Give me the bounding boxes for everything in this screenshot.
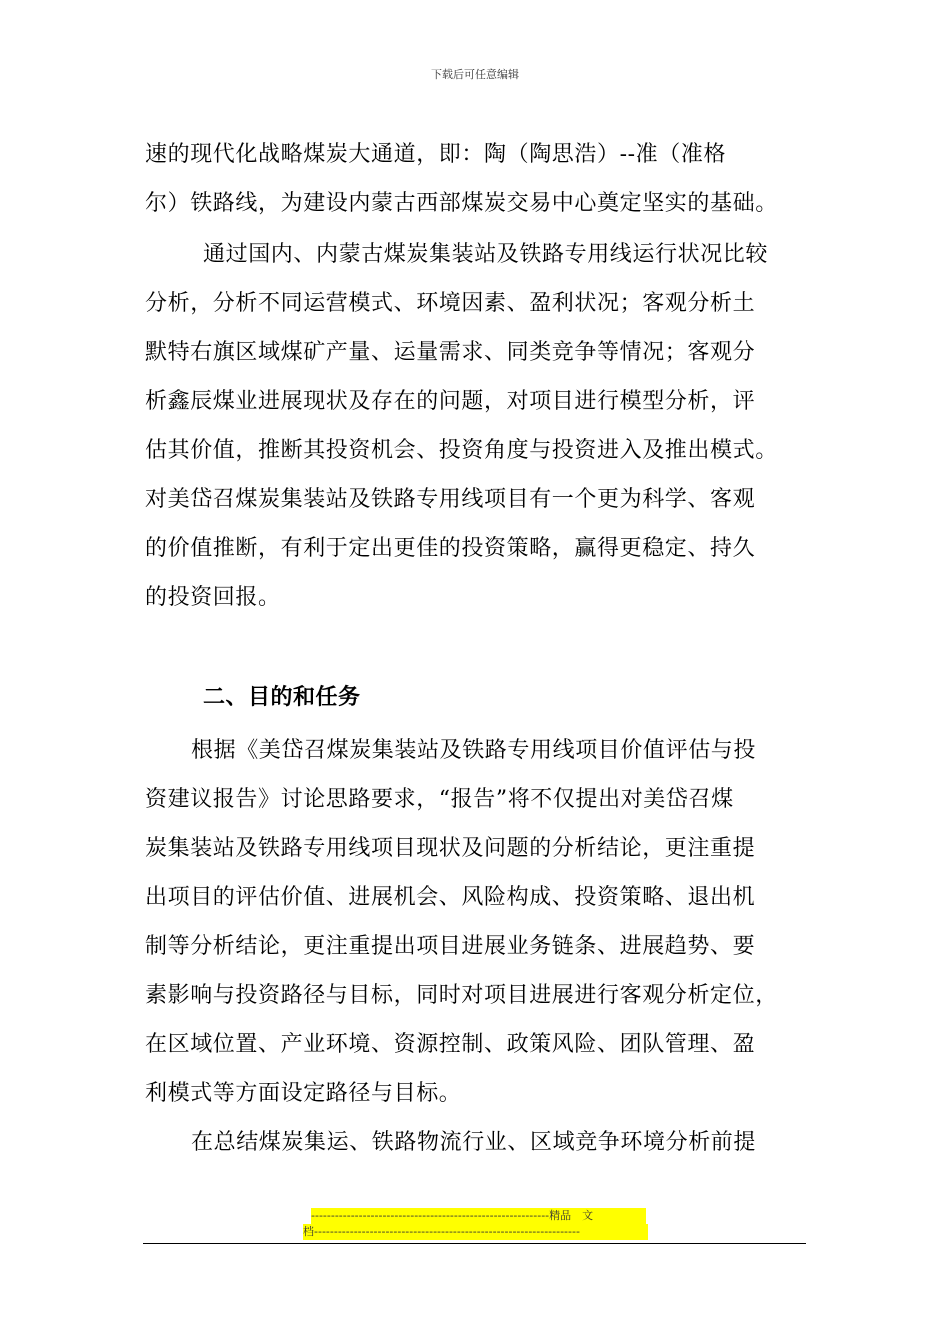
paragraph-1 <box>145 130 815 228</box>
footer-watermark-line: ------------------------------------------------------------精品 文 <box>311 1208 646 1224</box>
page-header-note: 下载后可任意编辑 <box>431 68 519 81</box>
text-line: 在总结煤炭集运、铁路物流行业、区域竞争环境分析前提 <box>191 1130 757 1155</box>
text-line: 出项目的评估价值、进展机会、风险构成、投资策略、退出机 <box>145 885 756 910</box>
paragraph-2 <box>145 230 815 622</box>
section-heading: 二、目的和任务 <box>203 685 361 710</box>
text-line: 分析，分析不同运营模式、环境因素、盈利状况；客观分析土 <box>145 291 756 316</box>
text-line: 制等分析结论，更注重提出项目进展业务链条、进展趋势、要 <box>145 934 756 959</box>
text-line: 估其价值，推断其投资机会、投资角度与投资进入及推出模式。 <box>145 438 778 463</box>
text-line: 的价值推断，有利于定出更佳的投资策略，赢得更稳定、持久 <box>145 536 756 561</box>
text-line: 通过国内、内蒙古煤炭集装站及铁路专用线运行状况比较 <box>203 242 769 267</box>
page-footer <box>303 1208 648 1240</box>
text-line: 炭集装站及铁路专用线项目现状及问题的分析结论，更注重提 <box>145 836 756 861</box>
footer-watermark-line: 档------------------------------------------------------------------- <box>303 1224 648 1240</box>
text-line: 根据《美岱召煤炭集装站及铁路专用线项目价值评估与投 <box>191 738 757 763</box>
text-line: 速的现代化战略煤炭大通道，即：陶（陶思浩）--准（准格 <box>145 142 727 167</box>
text-line: 利模式等方面设定路径与目标。 <box>145 1081 462 1106</box>
text-line: 资建议报告》讨论思路要求，“报告”将不仅提出对美岱召煤 <box>145 787 734 812</box>
text-line: 析鑫辰煤业进展现状及存在的问题，对项目进行模型分析，评 <box>145 389 756 414</box>
text-line: 素影响与投资路径与目标，同时对项目进展进行客观分析定位， <box>145 983 778 1008</box>
footer-divider <box>143 1243 806 1244</box>
paragraph-3 <box>145 726 815 1167</box>
text-line: 默特右旗区域煤矿产量、运量需求、同类竞争等情况；客观分 <box>145 340 756 365</box>
text-line: 尔）铁路线，为建设内蒙古西部煤炭交易中心奠定坚实的基础。 <box>145 191 778 216</box>
text-line: 的投资回报。 <box>145 585 281 610</box>
text-line: 对美岱召煤炭集装站及铁路专用线项目有一个更为科学、客观 <box>145 487 756 512</box>
text-line: 在区域位置、产业环境、资源控制、政策风险、团队管理、盈 <box>145 1032 756 1057</box>
